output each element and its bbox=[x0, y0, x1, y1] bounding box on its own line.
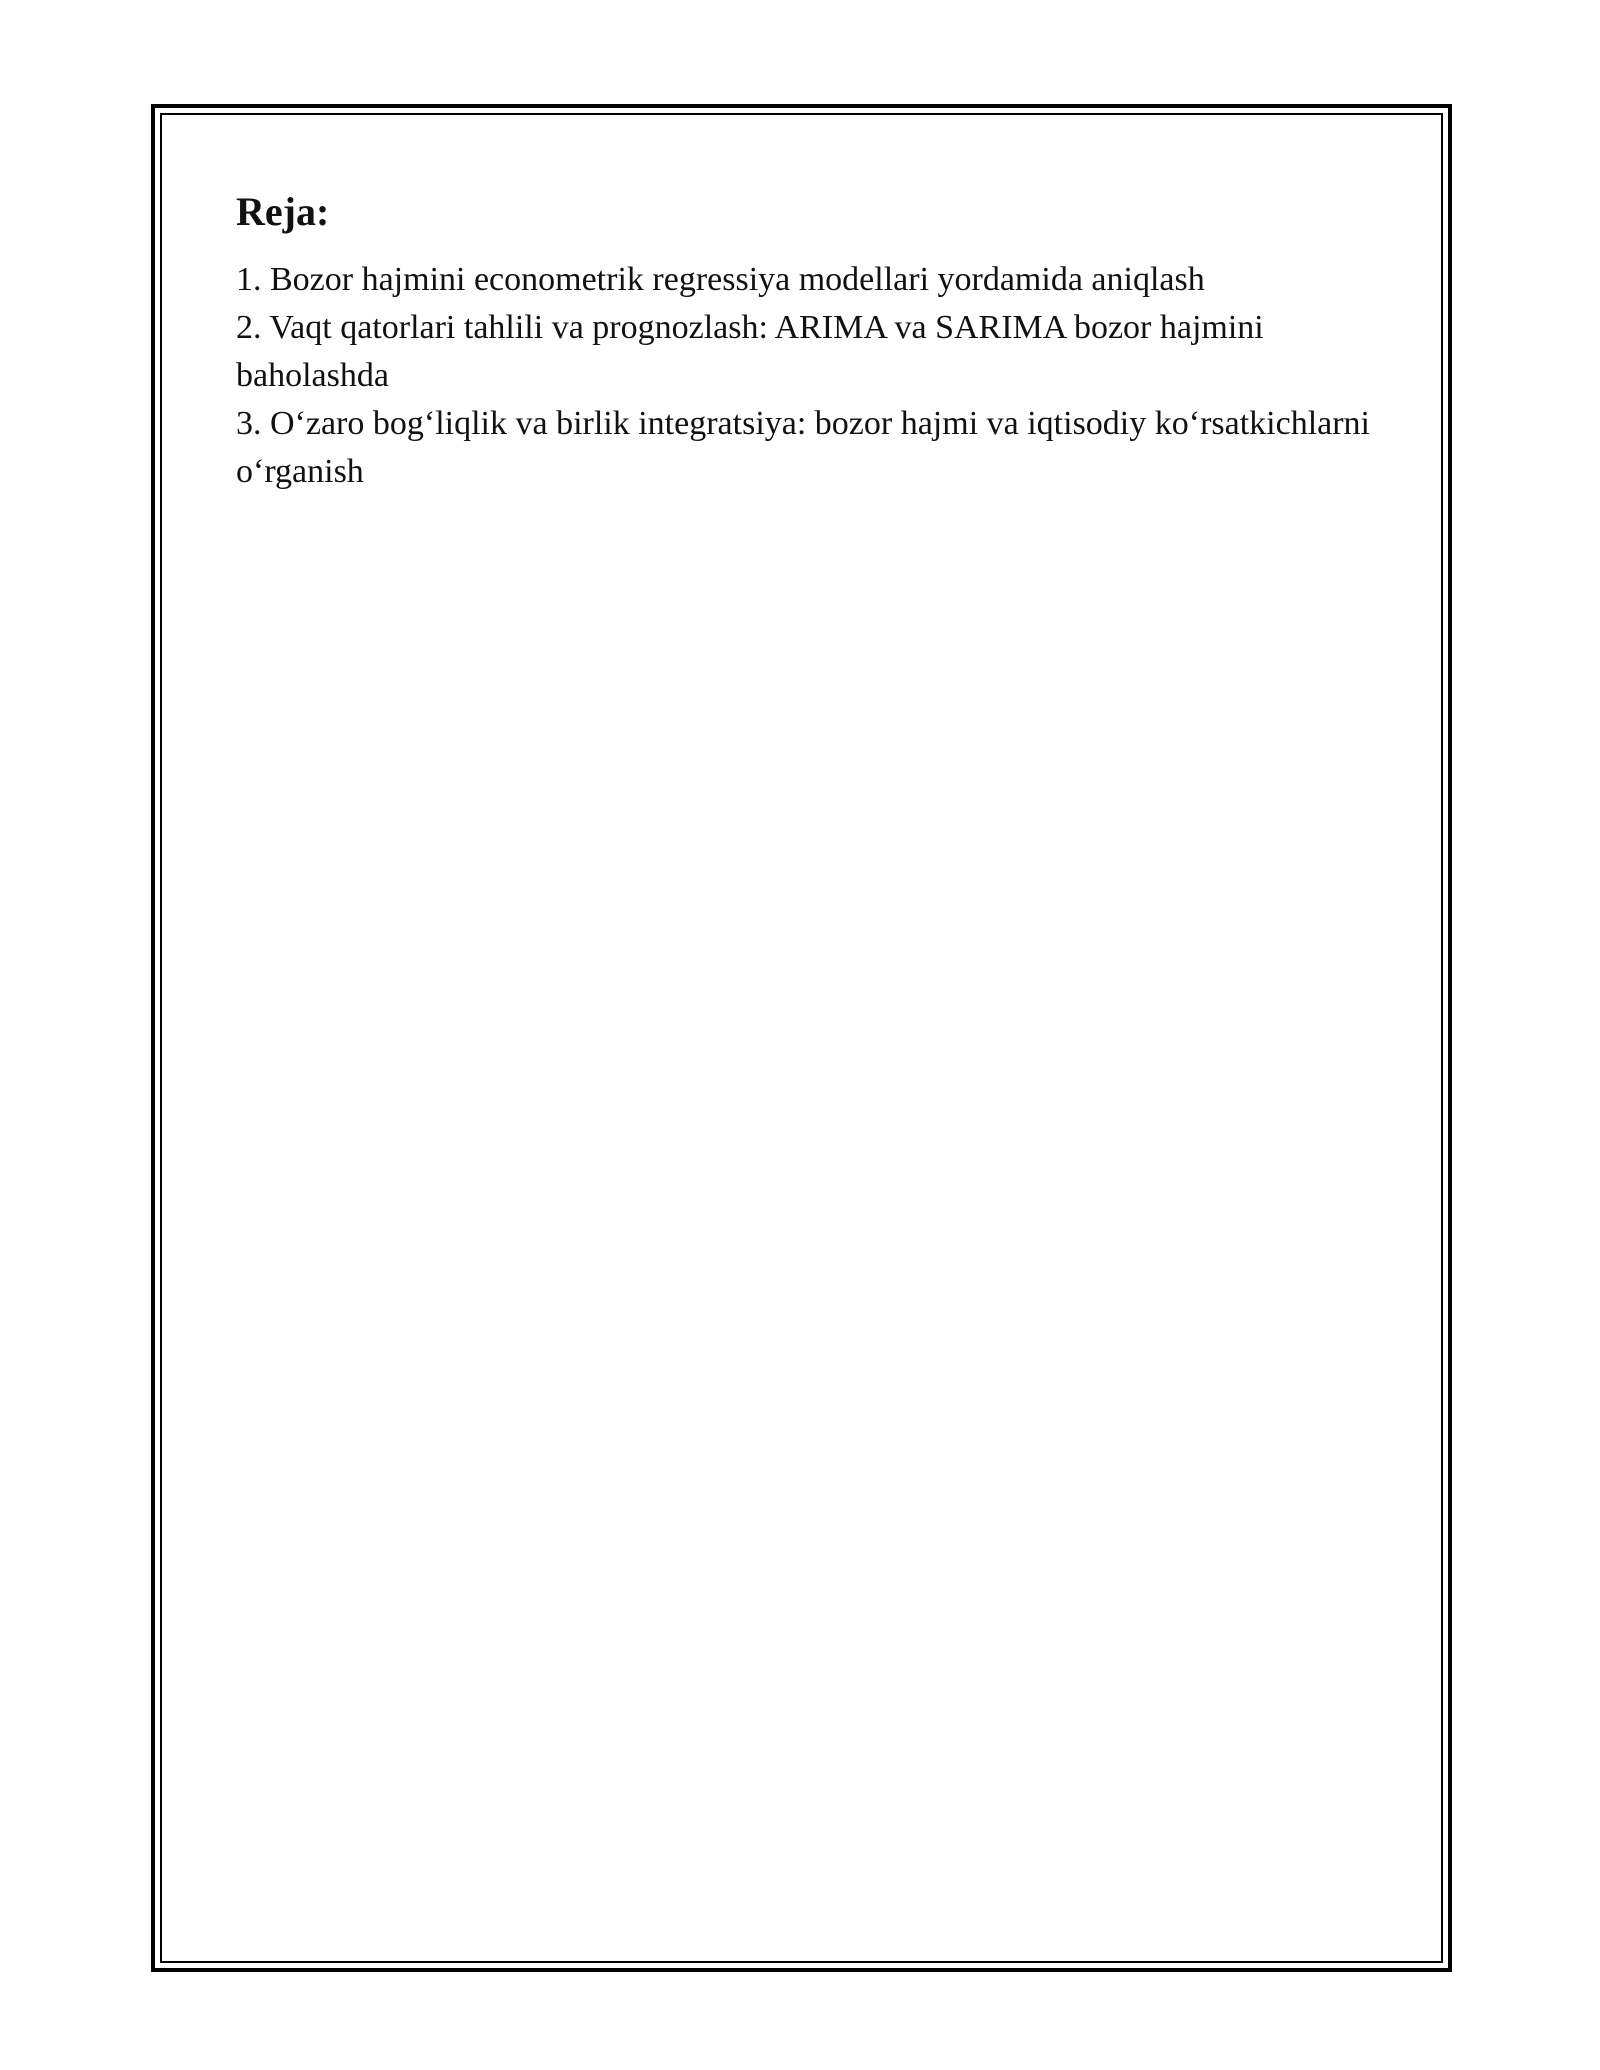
plan-heading: Reja: bbox=[236, 189, 330, 234]
plan-item-3: 3. O‘zaro bog‘liqlik va birlik integratsiya: bozor hajmi va iqtisodiy ko‘rsatkichlarni o‘rganish bbox=[236, 405, 1371, 490]
plan-item-1: 1. Bozor hajmini econometrik regressiya modellari yordamida aniqlash bbox=[236, 261, 1205, 298]
plan-list bbox=[236, 256, 1386, 496]
plan-item-2: 2. Vaqt qatorlari tahlili va prognozlash: ARIMA va SARIMA bozor hajmini baholashda bbox=[236, 309, 1264, 394]
page-content bbox=[236, 186, 1386, 496]
